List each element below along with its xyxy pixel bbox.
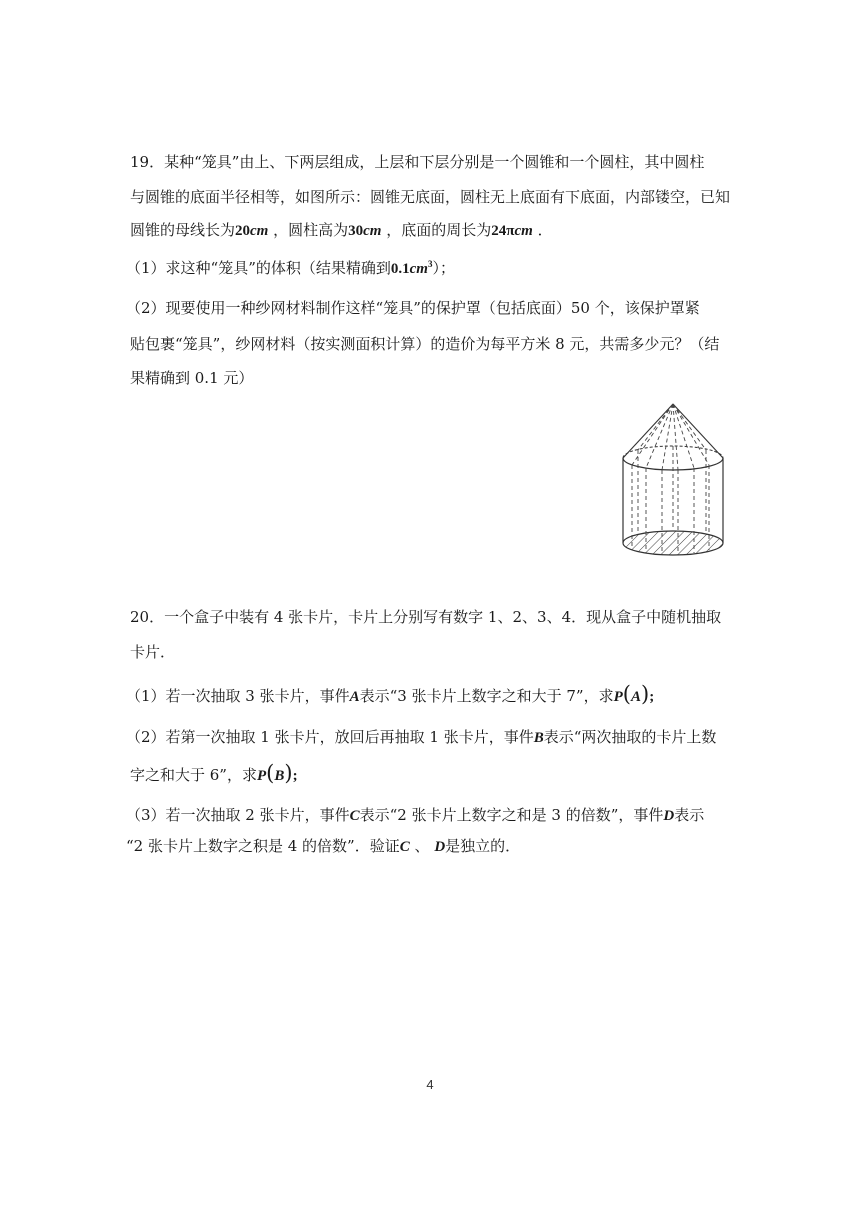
q20-text: 表示 (674, 806, 705, 824)
precision-value: 0.1 (390, 261, 410, 277)
q19-line2: 与圆锥的底面半径相等，如图所示：圆锥无底面，圆柱无上底面有下底面，内部镂空，已知 (130, 188, 731, 206)
q20-text: （3）若一次抽取 2 张卡片，事件 (126, 806, 350, 824)
event-d: D (663, 808, 675, 824)
unit-cm: cm (363, 223, 382, 239)
event-c: C (349, 808, 360, 824)
q20-text: 是独立的． (445, 837, 521, 855)
q19-line3 (130, 220, 553, 241)
q20-part1 (126, 684, 654, 707)
q20-part3-line2 (126, 836, 520, 857)
q20-text: 字之和大于 6”，求 (130, 766, 257, 784)
event-a: A (349, 689, 360, 705)
page-number: 4 (426, 1077, 434, 1092)
q19-part2-line1: （2）现要使用一种纱网材料制作这样“笼具”的保护罩（包括底面）50 个，该保护罩紧 (126, 299, 700, 317)
q19-text: ，圆柱高为 (273, 221, 349, 239)
event-b: B (274, 768, 285, 784)
q19-text: （1）求这种“笼具”的体积（结果精确到 (126, 259, 391, 277)
unit-cm: cm (514, 223, 533, 239)
lparen: ( (622, 682, 631, 706)
q20-line1: 20．一个盒子中装有 4 张卡片，卡片上分别写有数字 1、2、3、4．现从盒子中随机抽取 (130, 608, 722, 626)
q19-text: 圆锥的母线长为 (130, 221, 236, 239)
q20-text: 表示“2 张卡片上数字之和是 3 的倍数”，事件 (359, 806, 664, 824)
q19-part2-line2: 贴包裹“笼具”，纱网材料（按实测面积计算）的造价为每平方米 8 元，共需多少元？（结 (130, 335, 720, 353)
q20-text: 表示“两次抽取的卡片上数 (543, 728, 717, 746)
q20-part2-line2 (130, 763, 298, 786)
cage-figure (618, 402, 730, 562)
slant-value: 20 (235, 223, 251, 239)
q19-text: ）； (432, 259, 455, 277)
rparen: ) (641, 682, 650, 706)
q20-part2-line1 (126, 727, 716, 748)
q19-line1: 19．某种“笼具”由上、下两层组成，上层和下层分别是一个圆锥和一个圆柱，其中圆柱 (130, 153, 705, 171)
q20-text: 、 (414, 837, 430, 855)
q19-part2-line3: 果精确到 0.1 元） (130, 369, 254, 387)
event-a: A (630, 689, 641, 705)
q20-line2: 卡片． (130, 643, 176, 661)
q19-text: ，底面的周长为 (386, 221, 492, 239)
q19-text: ． (537, 221, 553, 239)
event-d: D (434, 839, 446, 855)
q20-text: 表示“3 张卡片上数字之和大于 7”，求 (359, 687, 614, 705)
unit-cm: cm (250, 223, 269, 239)
event-b: B (533, 730, 544, 746)
prob-symbol: P (256, 768, 267, 784)
q20-text: “2 张卡片上数字之积是 4 的倍数”．验证 (126, 837, 400, 855)
q20-text: ; (292, 768, 298, 784)
prob-symbol: P (613, 689, 623, 705)
event-c: C (399, 839, 410, 855)
q20-text: （1）若一次抽取 3 张卡片，事件 (126, 687, 350, 705)
perimeter-value: 24π (491, 223, 515, 239)
cylinder-base (623, 531, 723, 555)
lparen: ( (266, 761, 275, 785)
q20-text: ; (649, 689, 655, 705)
height-value: 30 (348, 223, 364, 239)
cone-dashed-lines (632, 404, 709, 470)
rparen: ) (284, 761, 293, 785)
unit-exponent: 3 (427, 259, 433, 269)
q20-text: （2）若第一次抽取 1 张卡片，放回后再抽取 1 张卡片，事件 (126, 728, 534, 746)
q19-part1 (126, 258, 455, 279)
q20-part3-line1 (126, 805, 704, 826)
unit-cm: cm (409, 261, 428, 277)
